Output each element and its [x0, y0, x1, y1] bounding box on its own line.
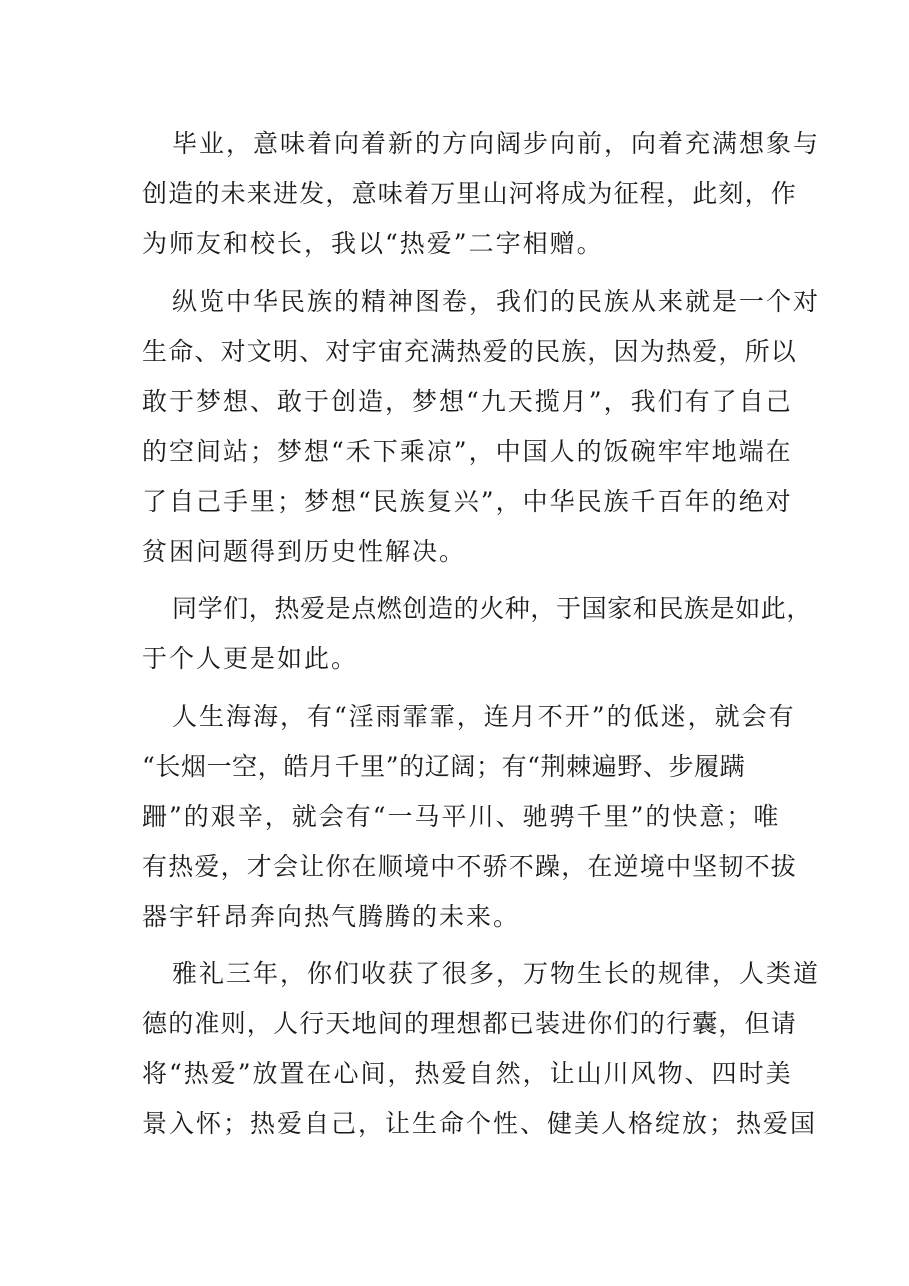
- paragraph-1-line-2: 创造的未来进发，意味着万里山河将成为征程，此刻，作: [142, 179, 798, 208]
- paragraph-2-line-5: 了自己手里；梦想“民族复兴”，中华民族千百年的绝对: [142, 487, 793, 516]
- paragraph-5-line-4: 景入怀；热爱自己，让生命个性、健美人格绽放；热爱国: [142, 1109, 818, 1138]
- paragraph-5-line-3: 将“热爱”放置在心间，热爱自然，让山川风物、四时美: [142, 1059, 793, 1088]
- paragraph-1-line-1: 毕业，意味着向着新的方向阔步向前，向着充满想象与: [172, 129, 821, 158]
- paragraph-1-line-3: 为师友和校长，我以“热爱”二字相赠。: [142, 229, 604, 258]
- paragraph-4-line-4: 有热爱，才会让你在顺境中不骄不躁，在逆境中坚韧不拔: [142, 852, 798, 881]
- paragraph-2-line-4: 的空间站；梦想“禾下乘凉”，中国人的饭碗牢牢地端在: [142, 437, 793, 466]
- paragraph-4-line-1: 人生海海，有“淫雨霏霏，连月不开”的低迷，就会有: [172, 702, 796, 731]
- paragraph-2-line-3: 敢于梦想、敢于创造，梦想“九天揽月”，我们有了自己: [142, 387, 793, 416]
- paragraph-5-line-1: 雅礼三年，你们收获了很多，万物生长的规律，人类道: [172, 959, 821, 988]
- paragraph-4-line-2: “长烟一空，皓月千里”的辽阔；有“荆棘遍野、步履蹒: [142, 752, 746, 781]
- paragraph-5-line-2: 德的准则，人行天地间的理想都已装进你们的行囊，但请: [142, 1009, 798, 1038]
- paragraph-2-line-1: 纵览中华民族的精神图卷，我们的民族从来就是一个对: [172, 287, 821, 316]
- paragraph-4-line-3: 跚”的艰辛，就会有“一马平川、驰骋千里”的快意；唯: [142, 802, 781, 831]
- paragraph-3-line-1: 同学们，热爱是点燃创造的火种，于国家和民族是如此，: [172, 594, 813, 623]
- paragraph-2-line-2: 生命、对文明、对宇宙充满热爱的民族，因为热爱，所以: [142, 337, 798, 366]
- paragraph-4-line-5: 器宇轩昂奔向热气腾腾的未来。: [142, 902, 521, 931]
- paragraph-2-line-6: 贫困问题得到历史性解决。: [142, 537, 467, 566]
- paragraph-3-line-2: 于个人更是如此。: [142, 644, 359, 673]
